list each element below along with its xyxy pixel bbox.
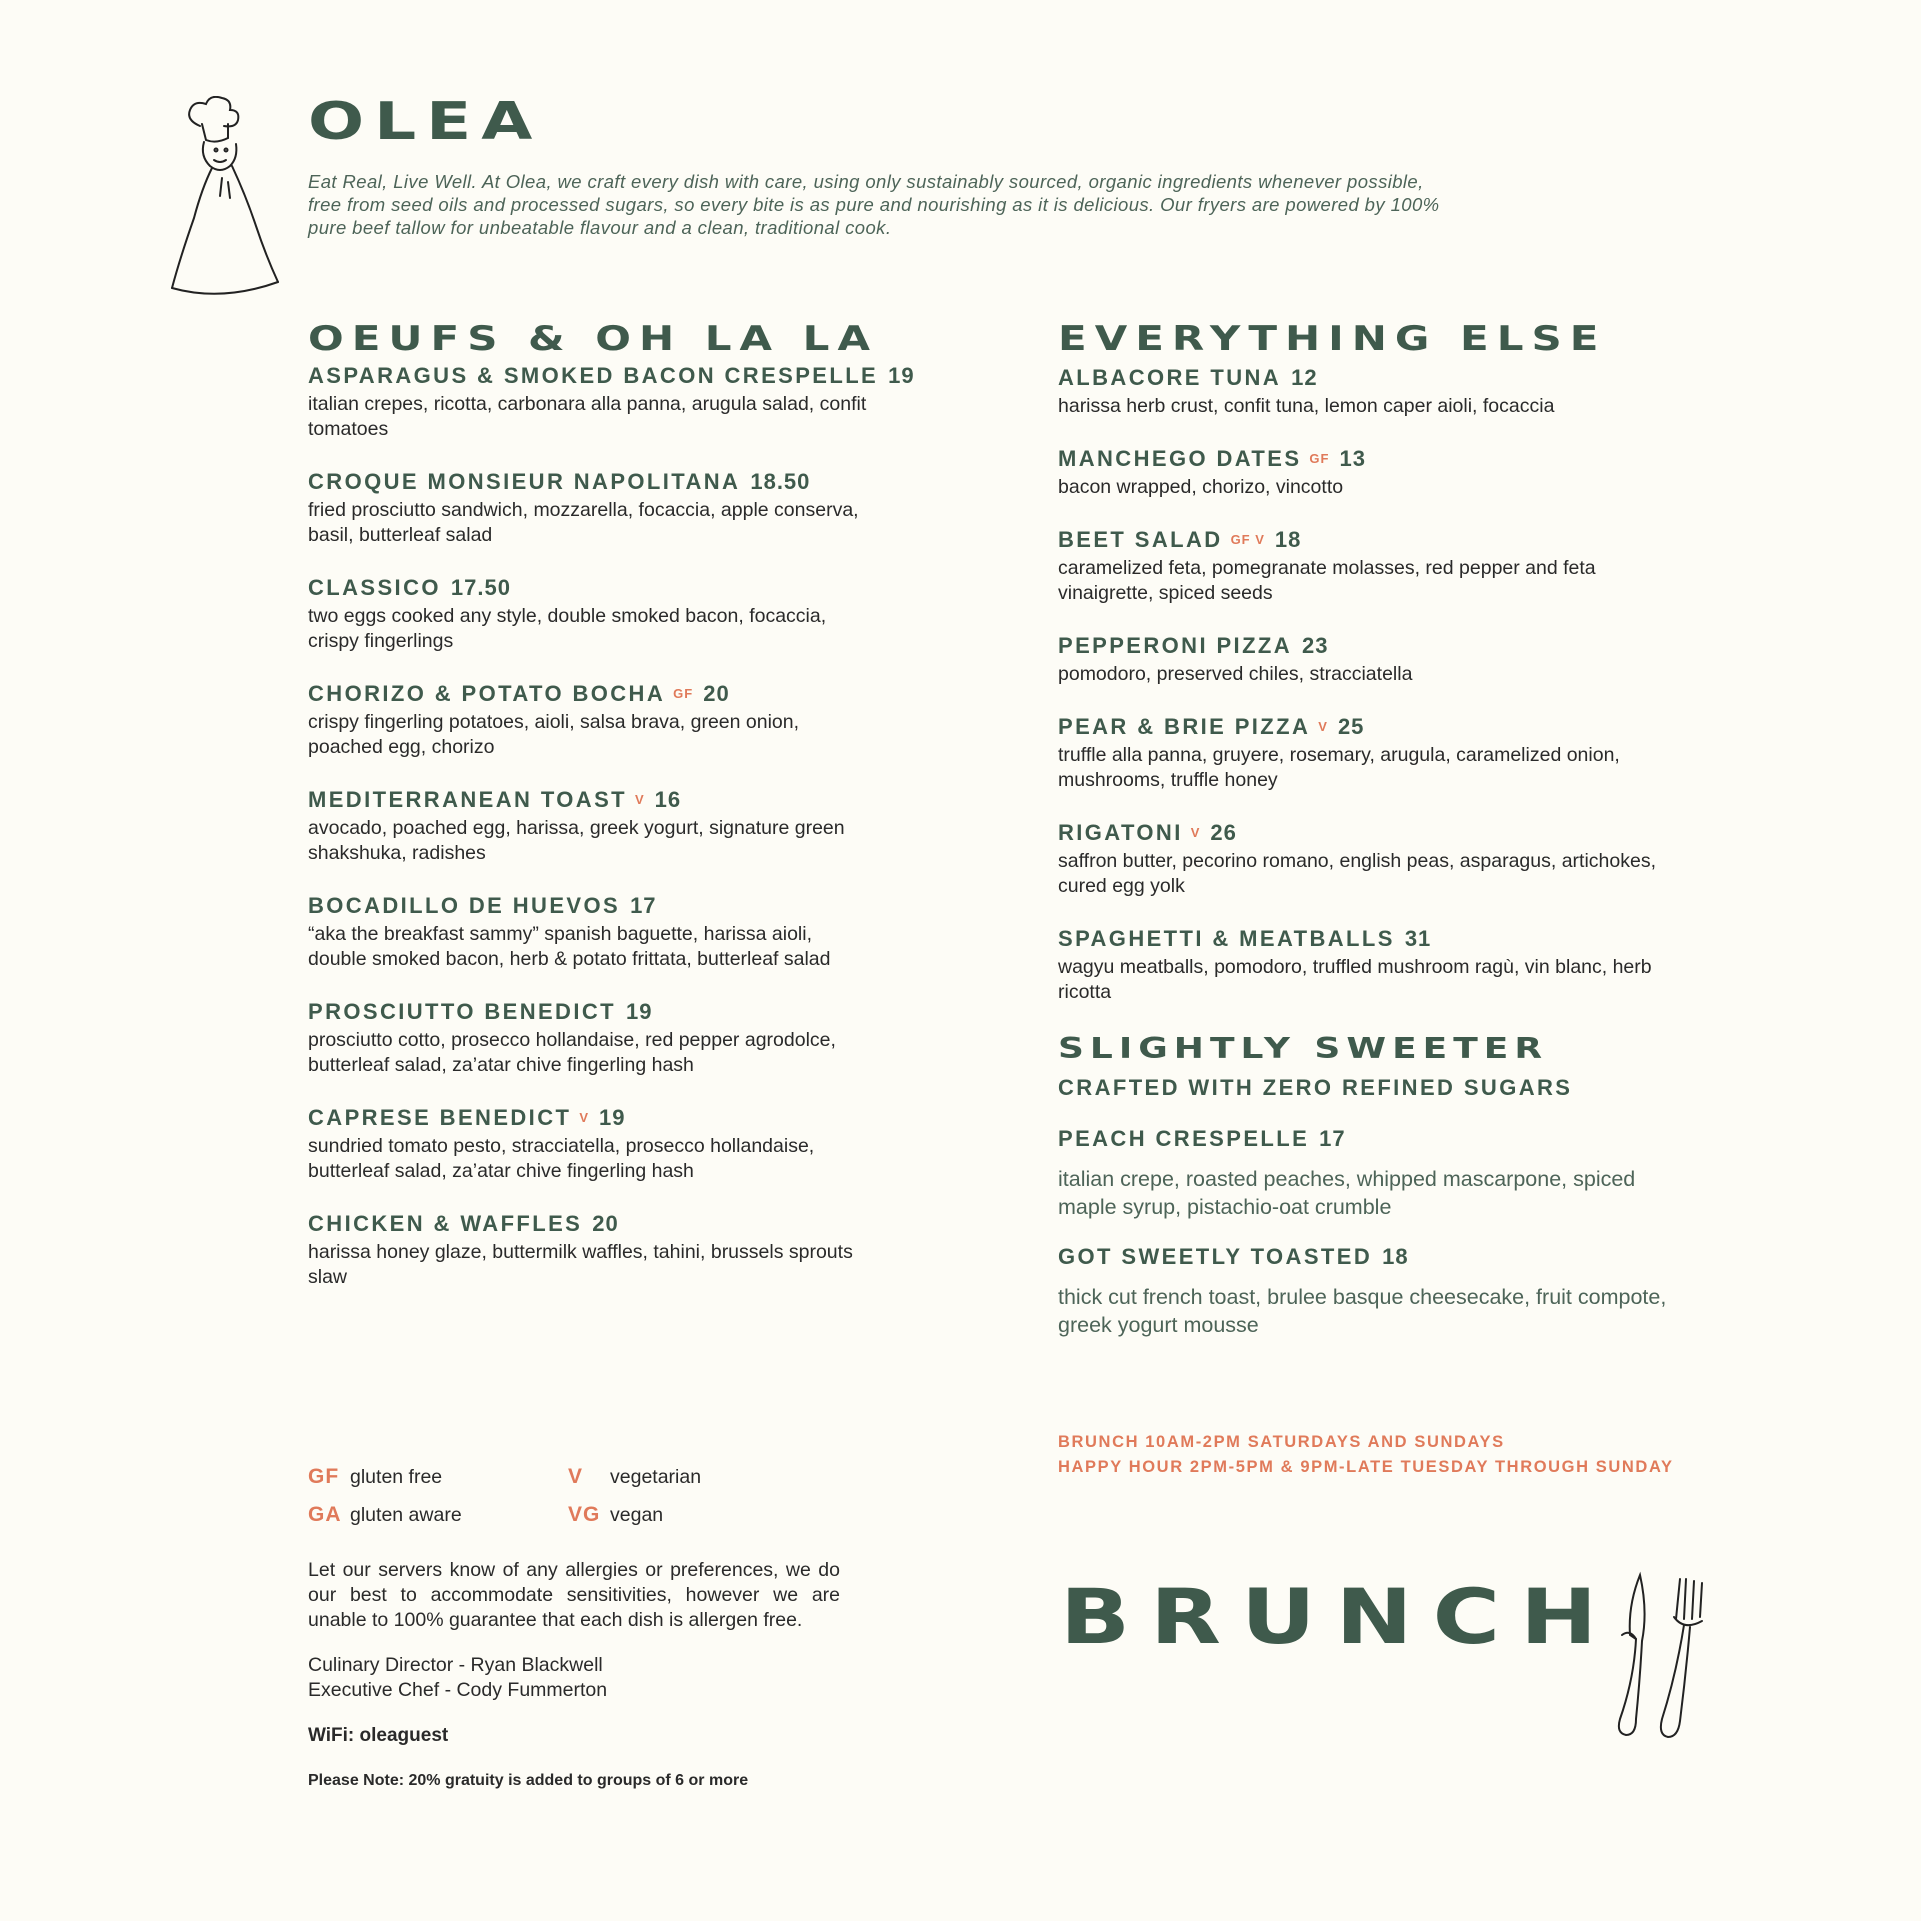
menu-item <box>308 998 868 1078</box>
menu-item-price: 18.50 <box>750 469 811 494</box>
menu-item-name: BEET SALAD <box>1058 527 1223 552</box>
menu-item <box>308 468 868 548</box>
menu-item <box>308 680 868 760</box>
menu-item-title <box>308 892 868 920</box>
menu-item <box>1058 445 1678 500</box>
menu-item-price: 26 <box>1210 820 1237 845</box>
menu-item-title <box>1058 1125 1678 1153</box>
knife-fork-icon <box>1600 1565 1710 1740</box>
credits <box>308 1653 840 1703</box>
hours-block <box>1058 1430 1674 1480</box>
menu-item-name: RIGATONI <box>1058 820 1183 845</box>
menu-item-description: thick cut french toast, brulee basque cheesecake, fruit compote, greek yogurt mousse <box>1058 1285 1667 1337</box>
notes-block <box>308 1558 840 1793</box>
menu-item <box>1058 925 1678 1005</box>
legend-v: V vegetarian <box>568 1465 702 1488</box>
chef-illustration-icon <box>160 96 290 296</box>
menu-item-name: PEAR & BRIE PIZZA <box>1058 714 1311 739</box>
menu-item-description: caramelized feta, pomegranate molasses, red pepper and feta vinaigrette, spiced seeds <box>1058 557 1596 604</box>
menu-item <box>308 786 868 866</box>
menu-item-title <box>1058 713 1678 741</box>
menu-item-price: 18 <box>1274 527 1302 552</box>
menu-item-price: 19 <box>888 363 915 388</box>
menu-item-price: 25 <box>1337 714 1365 739</box>
wifi-info: WiFi: oleaguest <box>308 1725 449 1746</box>
dietary-tag: GF <box>1309 451 1330 466</box>
menu-item-price: 13 <box>1339 446 1366 471</box>
menu-item-price: 17 <box>630 893 657 918</box>
menu-item-name: CHICKEN & WAFFLES <box>308 1211 583 1236</box>
legend-ga: GA gluten aware <box>308 1503 462 1526</box>
menu-item-name: PEACH CRESPELLE <box>1058 1126 1310 1151</box>
menu-item-title <box>308 998 868 1026</box>
menu-item <box>1058 632 1678 687</box>
menu-item-description: prosciutto cotto, prosecco hollandaise, red pepper agrodolce, butterleaf salad, za’atar chive fingerling hash <box>308 1029 836 1076</box>
menu-item-description: truffle alla panna, gruyere, rosemary, arugula, caramelized onion, mushrooms, truffle honey <box>1058 744 1620 791</box>
dietary-legend <box>308 1458 828 1534</box>
menu-item-price: 17 <box>1319 1126 1346 1151</box>
oeufs-items <box>308 362 915 1290</box>
menu-item-name: CLASSICO <box>308 575 441 600</box>
menu-item-description: crispy fingerling potatoes, aioli, salsa brava, green onion, poached egg, chorizo <box>308 711 800 758</box>
menu-item-price: 20 <box>592 1211 619 1236</box>
menu-item <box>308 892 868 972</box>
allergy-note: Let our servers know of any allergies or preferences, we do our best to accommodate sensitivities, however we are unable to 100% guarantee that each dish is allergen free. <box>308 1559 840 1631</box>
menu-item-price: 20 <box>703 681 730 706</box>
menu-item-description: harissa honey glaze, buttermilk waffles, tahini, brussels sprouts slaw <box>308 1241 853 1288</box>
menu-item <box>1058 819 1678 899</box>
menu-item-price: 12 <box>1291 365 1318 390</box>
oeufs-section <box>308 318 915 1316</box>
menu-item-description: saffron butter, pecorino romano, english peas, asparagus, artichokes, cured egg yolk <box>1058 850 1656 897</box>
menu-item-name: CAPRESE BENEDICT <box>308 1105 572 1130</box>
menu-item <box>1058 364 1678 419</box>
section-title-oeufs: OEUFS & OH LA LA <box>308 318 878 358</box>
menu-item-title <box>308 786 868 814</box>
menu-item-description: italian crepes, ricotta, carbonara alla panna, arugula salad, confit tomatoes <box>308 393 867 440</box>
section-title-everything-else: EVERYTHING ELSE <box>1058 318 1607 358</box>
dietary-tag: V <box>634 792 645 807</box>
menu-item-name: ALBACORE TUNA <box>1058 365 1282 390</box>
menu-item-description: italian crepe, roasted peaches, whipped mascarpone, spiced maple syrup, pistachio-oat crumble <box>1058 1167 1636 1219</box>
menu-item-title <box>1058 1243 1678 1271</box>
menu-item-description: avocado, poached egg, harissa, greek yogurt, signature green shakshuka, radishes <box>308 817 845 864</box>
menu-item-description: fried prosciutto sandwich, mozzarella, focaccia, apple conserva, basil, butterleaf salad <box>308 499 859 546</box>
menu-item-price: 16 <box>654 787 682 812</box>
menu-item-name: MEDITERRANEAN TOAST <box>308 787 627 812</box>
brunch-hours: BRUNCH 10AM-2PM SATURDAYS AND SUNDAYS <box>1058 1433 1505 1451</box>
dietary-tag: V <box>1318 719 1328 734</box>
sweeter-subtitle: CRAFTED WITH ZERO REFINED SUGARS <box>1058 1075 1573 1100</box>
slightly-sweeter-section <box>1058 1032 1678 1339</box>
intro-text: Eat Real, Live Well. At Olea, we craft every dish with care, using only sustainably sourced, organic ingredients whenever possible, free from seed oils and processed sugars, so every bite is as pure and nourishing as it is delicious. Our fryers are powered by 100% pure beef tallow for unbeatable flavour and a clean, traditional cook. <box>308 171 1440 238</box>
menu-item-price: 18 <box>1382 1244 1409 1269</box>
dietary-tag: V <box>579 1110 589 1125</box>
menu-item-description: “aka the breakfast sammy” spanish baguette, harissa aioli, double smoked bacon, herb & potato frittata, butterleaf salad <box>308 923 831 970</box>
menu-item-title <box>1058 526 1678 554</box>
sweeter-items <box>1058 1125 1678 1339</box>
menu-item-title <box>308 574 868 602</box>
everything-else-section <box>1058 318 1678 1361</box>
menu-item-title <box>1058 445 1678 473</box>
menu-item-name: SPAGHETTI & MEATBALLS <box>1058 926 1395 951</box>
menu-item-description: wagyu meatballs, pomodoro, truffled mushroom ragù, vin blanc, herb ricotta <box>1058 956 1652 1003</box>
menu-item-description: sundried tomato pesto, stracciatella, prosecco hollandaise, butterleaf salad, za’atar chive fingerling hash <box>308 1135 815 1182</box>
menu-item <box>308 362 915 442</box>
menu-item-name: MANCHEGO DATES <box>1058 446 1302 471</box>
menu-item-name: CHORIZO & POTATO BOCHA <box>308 681 666 706</box>
dietary-tag: V <box>1190 825 1201 840</box>
menu-item-title <box>1058 819 1678 847</box>
menu-item-title <box>308 1104 868 1132</box>
menu-item <box>1058 526 1678 606</box>
executive-chef: Executive Chef - Cody Fummerton <box>308 1679 608 1701</box>
menu-item-name: BOCADILLO DE HUEVOS <box>308 893 621 918</box>
menu-item-description: pomodoro, preserved chiles, stracciatella <box>1058 663 1413 685</box>
everything-else-items <box>1058 364 1678 1005</box>
menu-item-title <box>1058 925 1678 953</box>
menu-item-price: 23 <box>1302 633 1329 658</box>
menu-item-name: GOT SWEETLY TOASTED <box>1058 1244 1373 1269</box>
section-title-slightly-sweeter: SLIGHTLY SWEETER <box>1058 1032 1549 1066</box>
dietary-tag: GF V <box>1230 532 1265 547</box>
culinary-director: Culinary Director - Ryan Blackwell <box>308 1654 603 1676</box>
menu-item <box>1058 1243 1678 1339</box>
menu-item-title <box>308 362 915 390</box>
menu-item-title <box>308 468 868 496</box>
menu-item-price: 19 <box>626 999 653 1024</box>
menu-item-title <box>308 1210 868 1238</box>
menu-item-name: CROQUE MONSIEUR NAPOLITANA <box>308 469 741 494</box>
menu-item <box>1058 713 1678 793</box>
menu-item-name: ASPARAGUS & SMOKED BACON CRESPELLE <box>308 363 879 388</box>
menu-item-title <box>1058 632 1678 660</box>
brunch-title: BRUNCH <box>1060 1573 1618 1662</box>
menu-item-price: 17.50 <box>450 575 511 600</box>
legend-gf: GF gluten free <box>308 1465 443 1488</box>
menu-item-title <box>1058 364 1678 392</box>
menu-item-name: PROSCIUTTO BENEDICT <box>308 999 616 1024</box>
menu-item-description: harissa herb crust, confit tuna, lemon caper aioli, focaccia <box>1058 395 1555 417</box>
menu-item-price: 19 <box>599 1105 626 1130</box>
menu-item <box>308 574 868 654</box>
menu-item-name: PEPPERONI PIZZA <box>1058 633 1293 658</box>
restaurant-logo: OLEA <box>308 91 543 152</box>
dietary-tag: GF <box>673 686 694 701</box>
menu-item-description: bacon wrapped, chorizo, vincotto <box>1058 476 1344 498</box>
menu-item <box>308 1210 868 1290</box>
gratuity-note: Please Note: 20% gratuity is added to groups of 6 or more <box>308 1772 749 1789</box>
menu-item <box>308 1104 868 1184</box>
legend-vg: VG vegan <box>568 1503 664 1526</box>
menu-item-description: two eggs cooked any style, double smoked bacon, focaccia, crispy fingerlings <box>308 605 827 652</box>
menu-item-title <box>308 680 868 708</box>
happy-hour: HAPPY HOUR 2PM-5PM & 9PM-LATE TUESDAY THROUGH SUNDAY <box>1058 1458 1674 1476</box>
menu-item <box>1058 1125 1678 1221</box>
menu-item-price: 31 <box>1404 926 1432 951</box>
